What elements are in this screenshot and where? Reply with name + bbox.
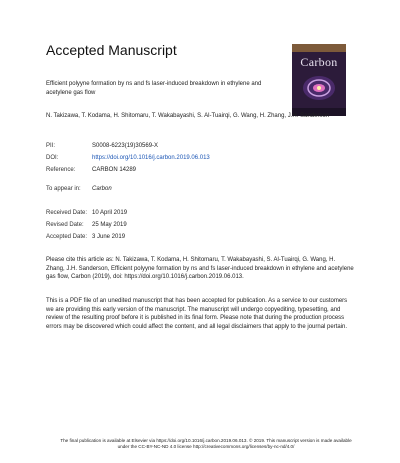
license-footer: The final publication is available at Elsevier via https://doi.org/10.1016/j.carbon.2019.06.013. © 2019. This manuscript version is made available under the CC-BY-NC-ND 4.0 license http://creativecommons.org/licenses/by-nc-nd/4.0/	[60, 438, 352, 450]
meta-label: PII:	[46, 143, 56, 149]
article-authors: N. Takizawa, T. Kodama, H. Shitomaru, T. Wakabayashi, S. Al-Tuairqi, G. Wang, H. Zhang, J.H. Sanderson	[46, 113, 330, 119]
meta-label: Accepted Date:	[46, 234, 88, 240]
meta-label: To appear in:	[46, 186, 81, 192]
cover-journal-title: Carbon	[300, 55, 338, 69]
meta-label: Reference:	[46, 167, 76, 173]
meta-label: Received Date:	[46, 210, 88, 216]
citation-paragraph: Please cite this article as: N. Takizawa, T. Kodama, H. Shitomaru, T. Wakabayashi, S. Al-Tuairqi, G. Wang, H. Zhang, J.H. Sanderson, Efficient polyyne formation by ns and fs laser-induced breakdown in ethylene and acetylene gas flow, Carbon (2019), doi: https://doi.org/10.1016/j.carbon.2019.06.013.	[46, 257, 354, 281]
journal-name: Carbon	[92, 186, 112, 192]
meta-value: 25 May 2019	[92, 222, 127, 228]
meta-value: S0008-6223(19)30569-X	[92, 143, 159, 149]
journal-cover-image	[292, 44, 346, 116]
cover-swirl-graphic	[301, 72, 337, 104]
notice-paragraph: This is a PDF file of an unedited manuscript that has been accepted for publication. As a service to our customers we are providing this early version of the manuscript. The manuscript will undergo copyediting, typesetting, and review of the resulting proof before it is published in its final form. Please note that during the production process errors may be discovered which could affect the content, and all legal disclaimers that apply to the journal pertain.	[46, 298, 348, 330]
page-heading: Accepted Manuscript	[46, 42, 177, 58]
meta-value: CARBON 14289	[92, 167, 137, 173]
doi-link[interactable]: https://doi.org/10.1016/j.carbon.2019.06.013	[92, 155, 210, 161]
meta-label: Revised Date:	[46, 222, 84, 228]
meta-label: DOI:	[46, 155, 59, 161]
article-title: Efficient polyyne formation by ns and fs laser-induced breakdown in ethylene and acetylene gas flow	[46, 81, 262, 96]
meta-value: 10 April 2019	[92, 210, 128, 216]
meta-value: 3 June 2019	[92, 234, 126, 240]
cover-top-band	[292, 44, 346, 52]
